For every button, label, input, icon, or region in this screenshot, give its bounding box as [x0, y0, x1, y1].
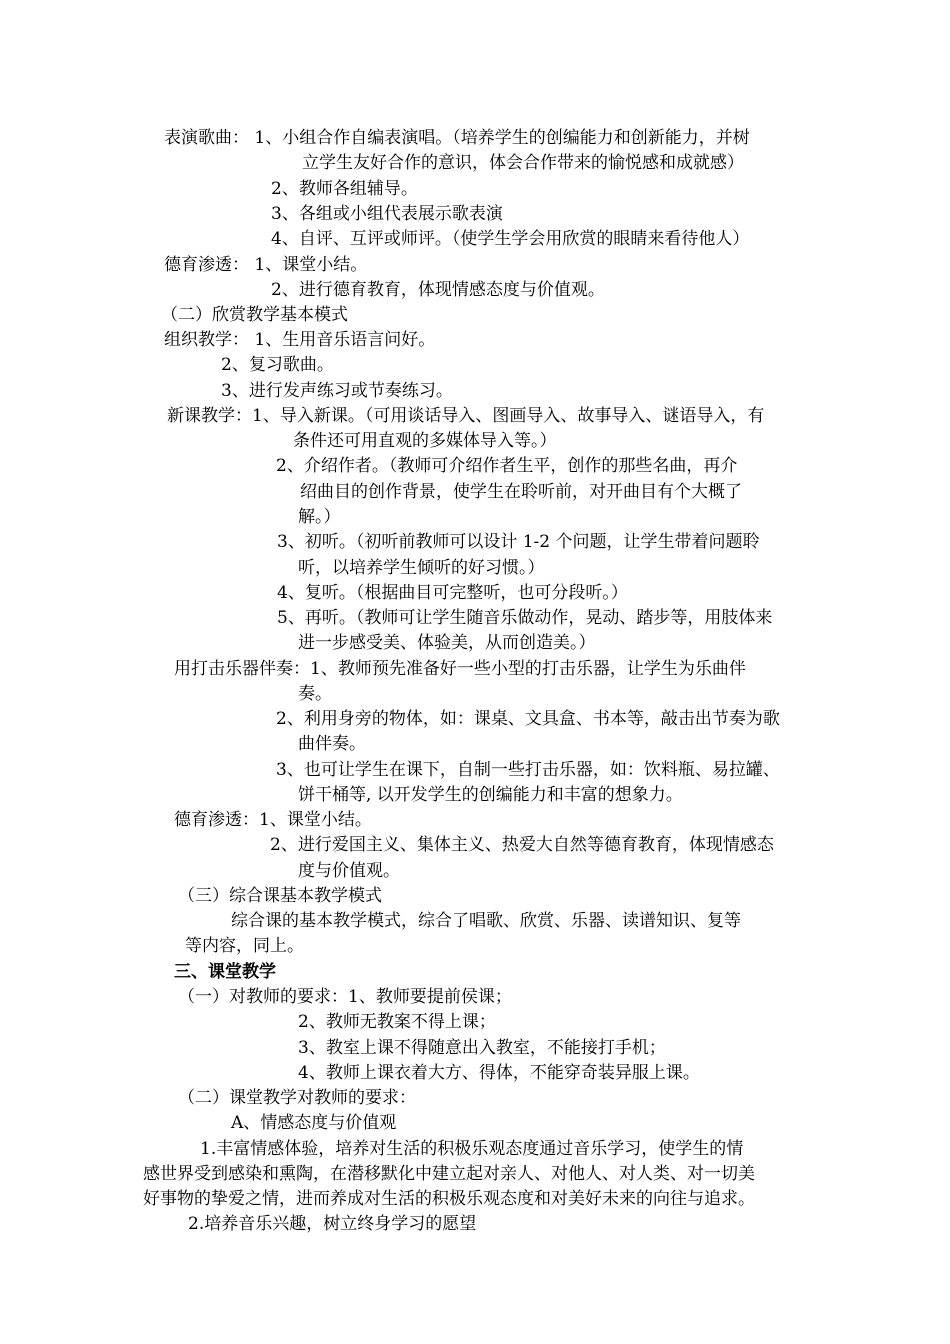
text-line: 2、进行德育教育，体现情感态度与价值观。: [271, 280, 605, 300]
text-line: 绍曲目的创作背景，使学生在聆听前，对开曲目有个大概了: [300, 482, 742, 502]
text-line: 3、教室上课不得随意出入教室，不能接打手机；: [298, 1038, 666, 1058]
text-line: 2、教师各组辅导。: [271, 179, 418, 199]
text-line: 曲伴奏。: [298, 734, 366, 754]
section-heading: （三）综合课基本教学模式: [178, 886, 382, 906]
text-line: 2、教师无教案不得上课；: [298, 1012, 496, 1032]
text-line: 2.培养音乐兴趣，树立终身学习的愿望: [188, 1214, 477, 1234]
subsection-heading: A、情感态度与价值观: [231, 1113, 397, 1133]
text-line: 奏。: [298, 684, 332, 704]
text-line: 2、利用身旁的物体，如：课桌、文具盒、书本等，敲击出节奏为歌: [276, 709, 780, 729]
text-line: 3、初听。（初听前教师可以设计 1-2 个问题，让学生带着问题聆: [277, 532, 760, 552]
text-line: 新课教学：1、导入新课。（可用谈话导入、图画导入、故事导入、谜语导入，有: [167, 406, 765, 426]
text-line: 立学生友好合作的意识，体会合作带来的愉悦感和成就感）: [302, 153, 744, 173]
text-line: 2、复习歌曲。: [221, 355, 334, 375]
text-line: 2、进行爱国主义、集体主义、热爱大自然等德育教育，体现情感态: [270, 835, 774, 855]
text-line: 组织教学： 1、生用音乐语言问好。: [164, 330, 436, 350]
text-line: 进一步感受美、体验美，从而创造美。）: [298, 633, 596, 653]
text-line: 综合课的基本教学模式，综合了唱歌、欣赏、乐器、读谱知识、复等: [231, 911, 741, 931]
chapter-heading: 三、课堂教学: [174, 962, 276, 982]
text-line: 饼干桶等, 以开发学生的创编能力和丰富的想象力。: [298, 785, 683, 805]
text-line: 3、各组或小组代表展示歌表演: [271, 204, 503, 224]
text-line: 4、自评、互评或师评。（使学生学会用欣赏的眼睛来看待他人）: [271, 229, 750, 249]
section-heading: （二）欣赏教学基本模式: [161, 305, 348, 325]
text-line: 等内容，同上。: [185, 936, 304, 956]
text-line: 4、复听。（根据曲目可完整听，也可分段听。）: [277, 583, 628, 603]
text-line: 1.丰富情感体验，培养对生活的积极乐观态度通过音乐学习，使学生的情: [200, 1139, 744, 1159]
text-line: 5、再听。（教师可让学生随音乐做动作，晃动、踏步等，用肢体来: [277, 608, 773, 628]
text-line: 3、也可让学生在课下，自制一些打击乐器，如：饮料瓶、易拉罐、: [276, 760, 780, 780]
text-line: 听，以培养学生倾听的好习惯。）: [298, 558, 545, 578]
text-line: 德育渗透： 1、课堂小结。: [164, 255, 368, 275]
text-line: 感世界受到感染和熏陶，在潜移默化中建立起对亲人、对他人、对人类、对一切美: [143, 1164, 755, 1184]
text-line: 度与价值观。: [298, 861, 400, 881]
text-line: 4、教师上课衣着大方、得体，不能穿奇装异服上课。: [298, 1063, 700, 1083]
text-line: 好事物的挚爱之情，进而养成对生活的积极乐观态度和对美好未来的向往与追求。: [143, 1189, 755, 1209]
text-line: 用打击乐器伴奏：1、教师预先准备好一些小型的打击乐器，让学生为乐曲伴: [174, 659, 746, 679]
section-heading: （二）课堂教学对教师的要求：: [178, 1088, 416, 1108]
text-line: 表演歌曲： 1、小组合作自编表演唱。（培养学生的创编能力和创新能力，并树: [164, 128, 750, 148]
text-line: 解。）: [298, 507, 341, 527]
text-line: 条件还可用直观的多媒体导入等。）: [293, 431, 557, 451]
text-line: 2、介绍作者。（教师可介绍作者生平，创作的那些名曲，再介: [276, 456, 738, 476]
text-line: （一）对教师的要求：1、教师要提前侯课；: [178, 987, 512, 1007]
text-line: 德育渗透：1、课堂小结。: [174, 810, 372, 830]
text-line: 3、进行发声练习或节奏练习。: [221, 381, 453, 401]
